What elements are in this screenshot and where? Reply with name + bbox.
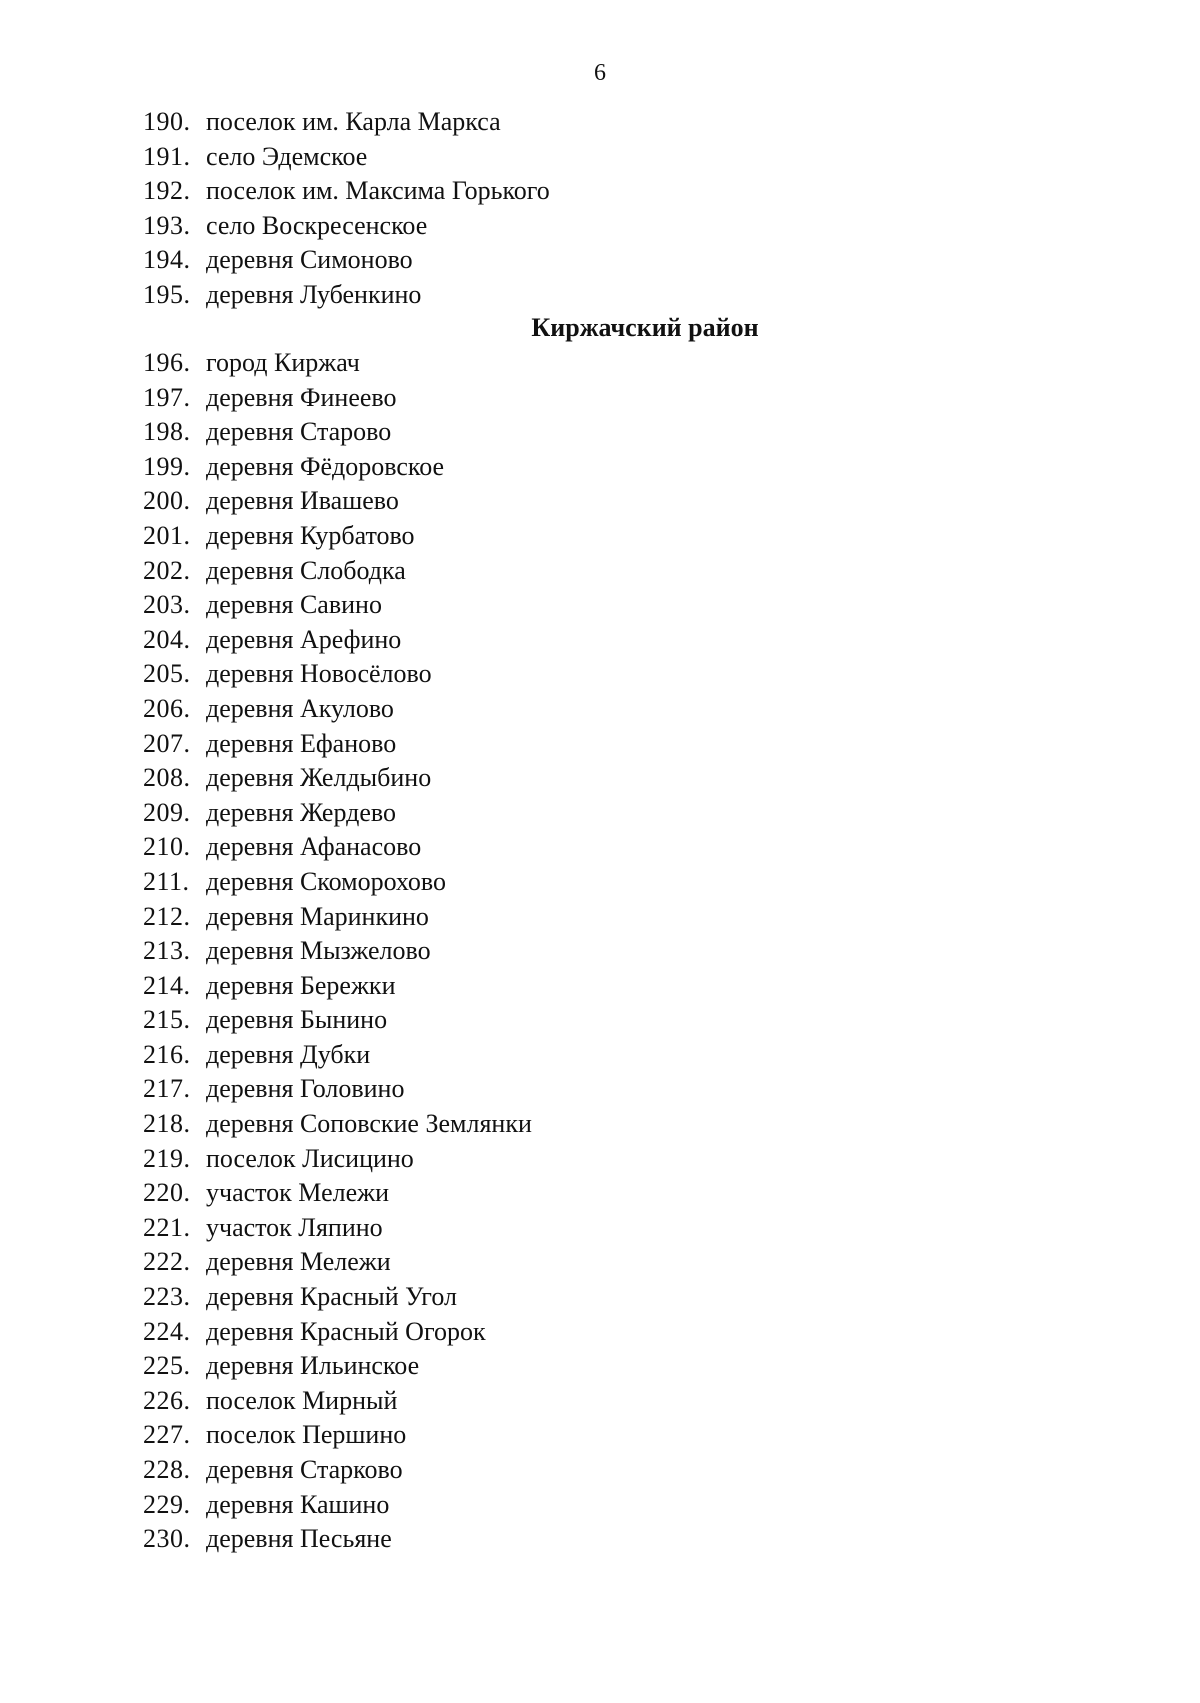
- item-number: 206.: [143, 693, 191, 723]
- item-text: село Эдемское: [206, 141, 368, 171]
- item-text: деревня Акулово: [206, 693, 394, 723]
- item-number: 203.: [143, 590, 191, 620]
- list-item: [0, 934, 1200, 969]
- list-item: [0, 105, 1200, 140]
- item-number: 211.: [143, 866, 190, 896]
- item-text: деревня Ефаново: [206, 728, 397, 758]
- list-item: [0, 1072, 1200, 1107]
- item-number: 195.: [143, 279, 191, 309]
- list-item: [0, 796, 1200, 831]
- list-item: [0, 1142, 1200, 1177]
- list-item: [0, 830, 1200, 865]
- item-number: 204.: [143, 624, 191, 654]
- list-item: [0, 588, 1200, 623]
- item-text: деревня Ивашево: [206, 486, 399, 516]
- item-number: 217.: [143, 1074, 191, 1104]
- item-number: 196.: [143, 348, 191, 377]
- list-item: [0, 278, 1200, 313]
- item-text: деревня Лубенкино: [206, 279, 422, 309]
- item-number: 192.: [143, 176, 191, 205]
- item-text: деревня Мележи: [206, 1247, 391, 1277]
- list-item: [0, 1315, 1200, 1350]
- item-number: 225.: [143, 1351, 191, 1381]
- item-number: 208.: [143, 763, 191, 793]
- item-text: деревня Скоморохово: [206, 866, 447, 896]
- item-number: 214.: [143, 970, 191, 1000]
- item-number: 219.: [143, 1143, 191, 1173]
- list-item: [0, 209, 1200, 244]
- list-item: [0, 174, 1200, 209]
- item-text: деревня Курбатово: [206, 520, 415, 550]
- item-number: 221.: [143, 1212, 191, 1242]
- item-text: деревня Ильинское: [206, 1351, 420, 1381]
- item-text: деревня Бынино: [206, 1005, 388, 1035]
- item-number: 228.: [143, 1455, 191, 1484]
- item-text: деревня Желдыбино: [206, 763, 432, 793]
- list-item: [0, 415, 1200, 450]
- item-number: 209.: [143, 797, 191, 827]
- list-item: [0, 484, 1200, 519]
- item-number: 198.: [143, 417, 191, 447]
- item-number: 197.: [143, 382, 191, 412]
- list-item: [0, 969, 1200, 1004]
- item-text: поселок Лисицино: [206, 1143, 414, 1173]
- list-item: [0, 554, 1200, 589]
- item-number: 207.: [143, 728, 191, 758]
- item-text: деревня Старково: [206, 1455, 403, 1484]
- item-number: 201.: [143, 520, 191, 550]
- item-text: поселок Першино: [206, 1420, 407, 1450]
- item-number: 202.: [143, 555, 191, 585]
- item-number: 224.: [143, 1316, 191, 1346]
- list-item: [0, 657, 1200, 692]
- item-number: 205.: [143, 659, 191, 689]
- item-number: 193.: [143, 210, 191, 240]
- list-item: [0, 1522, 1200, 1557]
- item-text: село Воскресенское: [206, 210, 428, 240]
- list-item: [0, 450, 1200, 485]
- list-item: [0, 1418, 1200, 1453]
- item-text: деревня Головино: [206, 1074, 405, 1104]
- item-text: деревня Фёдоровское: [206, 451, 445, 481]
- item-text: деревня Новосёлово: [206, 659, 432, 689]
- item-text: деревня Старово: [206, 417, 392, 447]
- item-number: 191.: [143, 141, 191, 171]
- item-number: 216.: [143, 1039, 191, 1069]
- item-text: деревня Маринкино: [206, 901, 429, 931]
- page-number: 6: [594, 60, 606, 86]
- list-item: [0, 1003, 1200, 1038]
- item-number: 199.: [143, 451, 191, 481]
- item-text: деревня Красный Угол: [206, 1282, 457, 1312]
- list-item: [0, 1245, 1200, 1280]
- section-heading: Киржачский район: [531, 313, 759, 342]
- list-item: [0, 1038, 1200, 1073]
- item-text: деревня Красный Огорок: [206, 1316, 486, 1346]
- item-number: 223.: [143, 1282, 191, 1312]
- list-item: [0, 1453, 1200, 1488]
- item-text: деревня Бережки: [206, 970, 396, 1000]
- list-item: [0, 243, 1200, 278]
- item-number: 226.: [143, 1385, 191, 1415]
- list-item: [0, 1107, 1200, 1142]
- item-text: город Киржач: [206, 348, 360, 377]
- list-item: [0, 519, 1200, 554]
- settlement-list-part-2: [0, 346, 1200, 1557]
- item-number: 229.: [143, 1489, 191, 1519]
- list-item: [0, 1349, 1200, 1384]
- item-text: деревня Симоново: [206, 245, 413, 274]
- item-text: участок Ляпино: [206, 1212, 383, 1242]
- item-number: 212.: [143, 901, 191, 931]
- list-item: [0, 140, 1200, 175]
- item-text: деревня Савино: [206, 590, 382, 620]
- list-item: [0, 1384, 1200, 1419]
- item-text: деревня Жердево: [206, 797, 396, 827]
- item-text: деревня Афанасово: [206, 832, 422, 862]
- item-text: деревня Мызжелово: [206, 936, 431, 966]
- item-number: 200.: [143, 486, 191, 516]
- item-number: 227.: [143, 1420, 191, 1450]
- item-number: 222.: [143, 1247, 191, 1277]
- list-item: [0, 1211, 1200, 1246]
- item-text: деревня Арефино: [206, 624, 402, 654]
- list-item: [0, 727, 1200, 762]
- item-number: 210.: [143, 832, 191, 862]
- item-text: участок Мележи: [206, 1178, 390, 1208]
- item-text: деревня Песьяне: [206, 1524, 392, 1554]
- list-item: [0, 900, 1200, 935]
- list-item: [0, 1176, 1200, 1211]
- item-text: поселок Мирный: [206, 1385, 398, 1415]
- item-text: поселок им. Максима Горького: [206, 176, 550, 205]
- item-number: 220.: [143, 1178, 191, 1208]
- list-item: [0, 346, 1200, 381]
- item-text: поселок им. Карла Маркса: [206, 107, 501, 136]
- list-item: [0, 381, 1200, 416]
- list-item: [0, 692, 1200, 727]
- item-text: деревня Дубки: [206, 1039, 371, 1069]
- item-text: деревня Финеево: [206, 382, 397, 412]
- item-text: деревня Кашино: [206, 1489, 390, 1519]
- list-item: [0, 623, 1200, 658]
- list-item: [0, 1488, 1200, 1523]
- list-item: [0, 1280, 1200, 1315]
- item-text: деревня Слободка: [206, 555, 406, 585]
- item-number: 190.: [143, 107, 191, 136]
- item-number: 194.: [143, 245, 191, 274]
- item-number: 213.: [143, 936, 191, 966]
- settlement-list-part-1: [0, 105, 1200, 312]
- list-item: [0, 865, 1200, 900]
- item-number: 218.: [143, 1109, 191, 1139]
- item-number: 215.: [143, 1005, 191, 1035]
- item-text: деревня Соповские Землянки: [206, 1109, 532, 1139]
- item-number: 230.: [143, 1524, 191, 1554]
- list-item: [0, 761, 1200, 796]
